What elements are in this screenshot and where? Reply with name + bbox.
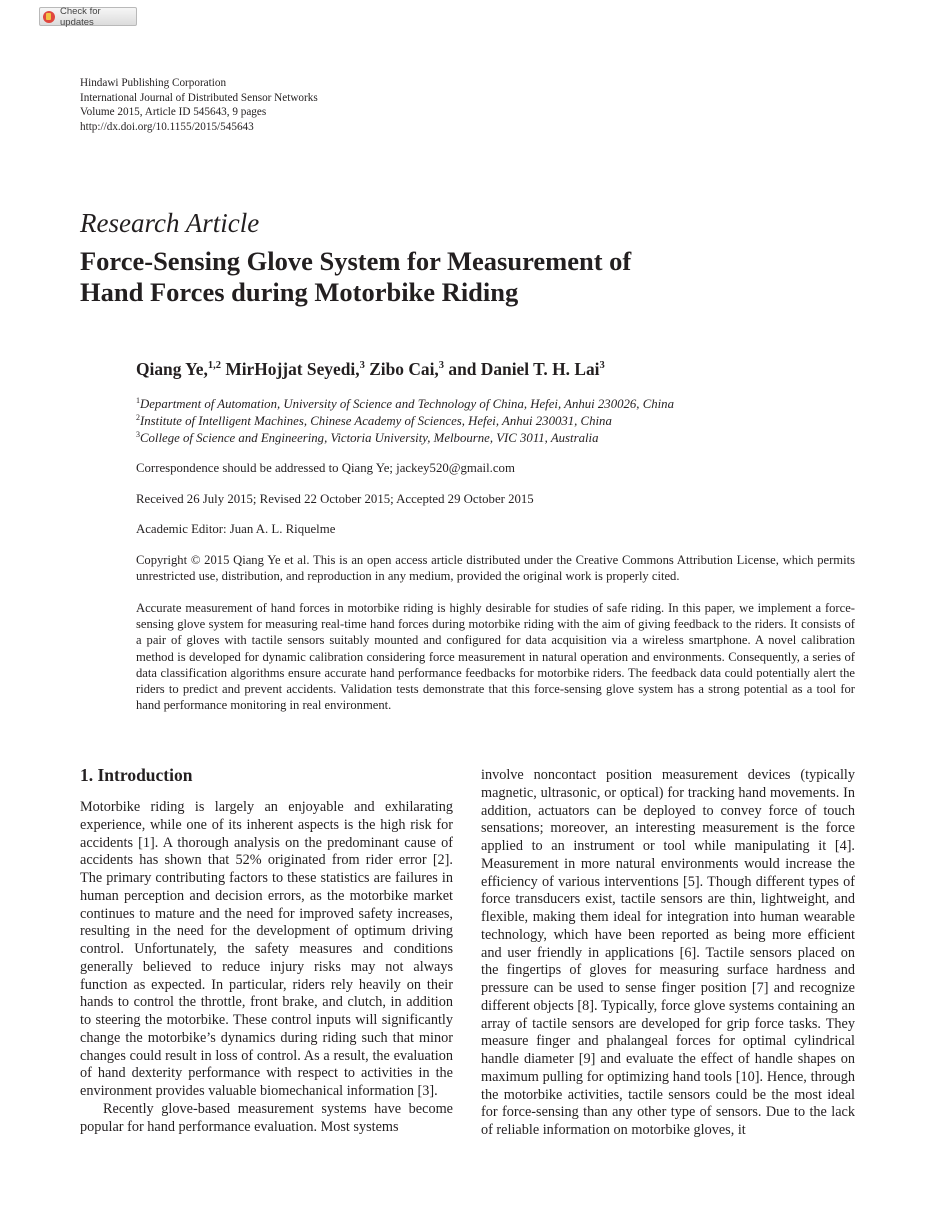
section-heading: 1. Introduction xyxy=(80,765,193,785)
paper-title xyxy=(80,246,780,308)
right-column xyxy=(481,767,855,1140)
paragraph: involve noncontact position measurement devices (typically magnetic, ultrasonic, or optical) for tracking hand movements. In addition, actuators can be deployed to convey force of touch sensations; moreover, an interesting measurement is the force applied to an instrument or tool while manipulating it [4]. Measurement in more natural environments would increase the efficiency of various interventions [5]. Though different types of force transducers exist, tactile sensors are thin, lightweight, and flexible, making them ideal for integration into human wearable technology, which have been reported as being more efficient and user friendly in applications [6]. Tactile sensors placed on the fingertips of gloves for measuring surface hardness and pressure can be used to sense finger position [7] and recognize different objects [8]. Typically, force glove systems containing an array of tactile sensors are developed for grip force tasks. They measure finger and phalangeal forces for optimal cylindrical handle diameter [9] and evaluate the effect of handle shapes on maximum pulling for optimizing hand tools [10]. Hence, through the motorbike activities, tactile sensors could be the most ideal for force-sensing than any other type of sensors. Due to the lack of reliable information on motorbike gloves, it xyxy=(481,767,855,1138)
author-name: Zibo Cai, xyxy=(369,359,439,379)
article-type: Research Article xyxy=(80,208,260,238)
copyright-notice: Copyright © 2015 Qiang Ye et al. This is an open access article distributed under the Creative Commons Attribution License, which permits unrestricted use, distribution, and reproduction in any medium, provided the original work is properly cited. xyxy=(136,553,855,584)
correspondence: Correspondence should be addressed to Qiang Ye; jackey520@gmail.com xyxy=(136,461,515,475)
article-dates: Received 26 July 2015; Revised 22 October 2015; Accepted 29 October 2015 xyxy=(136,492,534,506)
abstract: Accurate measurement of hand forces in motorbike riding is highly desirable for studies of safe riding. In this paper, we implement a force-sensing glove system for measuring real-time hand forces during motorbike riding with the aim of giving feedback to the riders. It consists of a pair of gloves with tactile sensors suitably mounted and configured for data acquisition via a wireless smartphone. A novel calibration method is developed for dynamic calibration considering force measurement in natural operation and environments. Consequently, a series of data classification algorithms ensure accurate hand performance feedbacks for motorbike riders. The feedback data could potentially alert the riders to predict and prevent accidents. Validation tests demonstrate that this force-sensing glove system has a strong potential as a tool for hand performance monitoring in real environment. xyxy=(136,601,855,713)
affiliation: $^3$College of Science and Engineering, Victoria University, Melbourne, VIC 3011, Australia xyxy=(136,430,599,445)
check-for-updates-label: Check for updates xyxy=(60,5,101,28)
affiliation: $^2$Institute of Intelligent Machines, Chinese Academy of Sciences, Hefei, Anhui 230031, China xyxy=(136,413,612,428)
journal-info xyxy=(80,76,318,135)
volume-info: Volume 2015, Article ID 545643, 9 pages xyxy=(80,106,267,119)
academic-editor: Academic Editor: Juan A. L. Riquelme xyxy=(136,522,336,536)
author-affiliation-marker: 3 xyxy=(599,360,605,371)
affiliation: $^1$Department of Automation, University of Science and Technology of China, Hefei, Anhui 230026, China xyxy=(136,396,674,411)
journal-name: International Journal of Distributed Sensor Networks xyxy=(80,91,318,104)
author-name: MirHojjat Seyedi, xyxy=(225,359,360,379)
author-list xyxy=(136,359,605,380)
author-affiliation-marker: 3 xyxy=(438,360,445,371)
crossmark-icon xyxy=(43,11,55,23)
affiliations xyxy=(136,396,674,447)
author-name: and Daniel T. H. Lai xyxy=(448,359,600,379)
author-affiliation-marker: 3 xyxy=(359,360,365,371)
publisher: Hindawi Publishing Corporation xyxy=(80,77,227,89)
title-line: Hand Forces during Motorbike Riding xyxy=(80,277,519,307)
author-name: Qiang Ye, xyxy=(136,359,208,379)
doi-link[interactable]: http://dx.doi.org/10.1155/2015/545643 xyxy=(80,121,254,134)
check-for-updates-button[interactable] xyxy=(39,7,137,26)
title-line: Force-Sensing Glove System for Measurement of xyxy=(80,246,632,276)
author-affiliation-marker: 1,2 xyxy=(207,360,221,371)
left-column xyxy=(80,799,453,1136)
paragraph: Recently glove-based measurement systems have become popular for hand performance evaluation. Most systems xyxy=(80,1100,453,1135)
paragraph: Motorbike riding is largely an enjoyable and exhilarating experience, while one of its inherent aspects is the high risk for accidents [1]. A thorough analysis on the predominant cause of accidents has shown that 52% originated from rider error [2]. The primary contributing factors to these statistics are failures in human perception and decision errors, as the motorbike market continues to mature and the need for improved safety increases, resulting in the need for the development of optimum driving control. Unfortunately, the safety measures and conditions generally believed to reduce injury risks may not always function as expected. In particular, riders rely heavily on their hands to control the throttle, front brake, and clutch, in addition to steering the motorbike. These control inputs will significantly change the motorbike’s dynamics during riding such that minor changes could result in loss of control. As a result, the evaluation of hand dexterity performance with respect to activities in the environment provides valuable biomechanical information [3]. xyxy=(80,799,453,1099)
